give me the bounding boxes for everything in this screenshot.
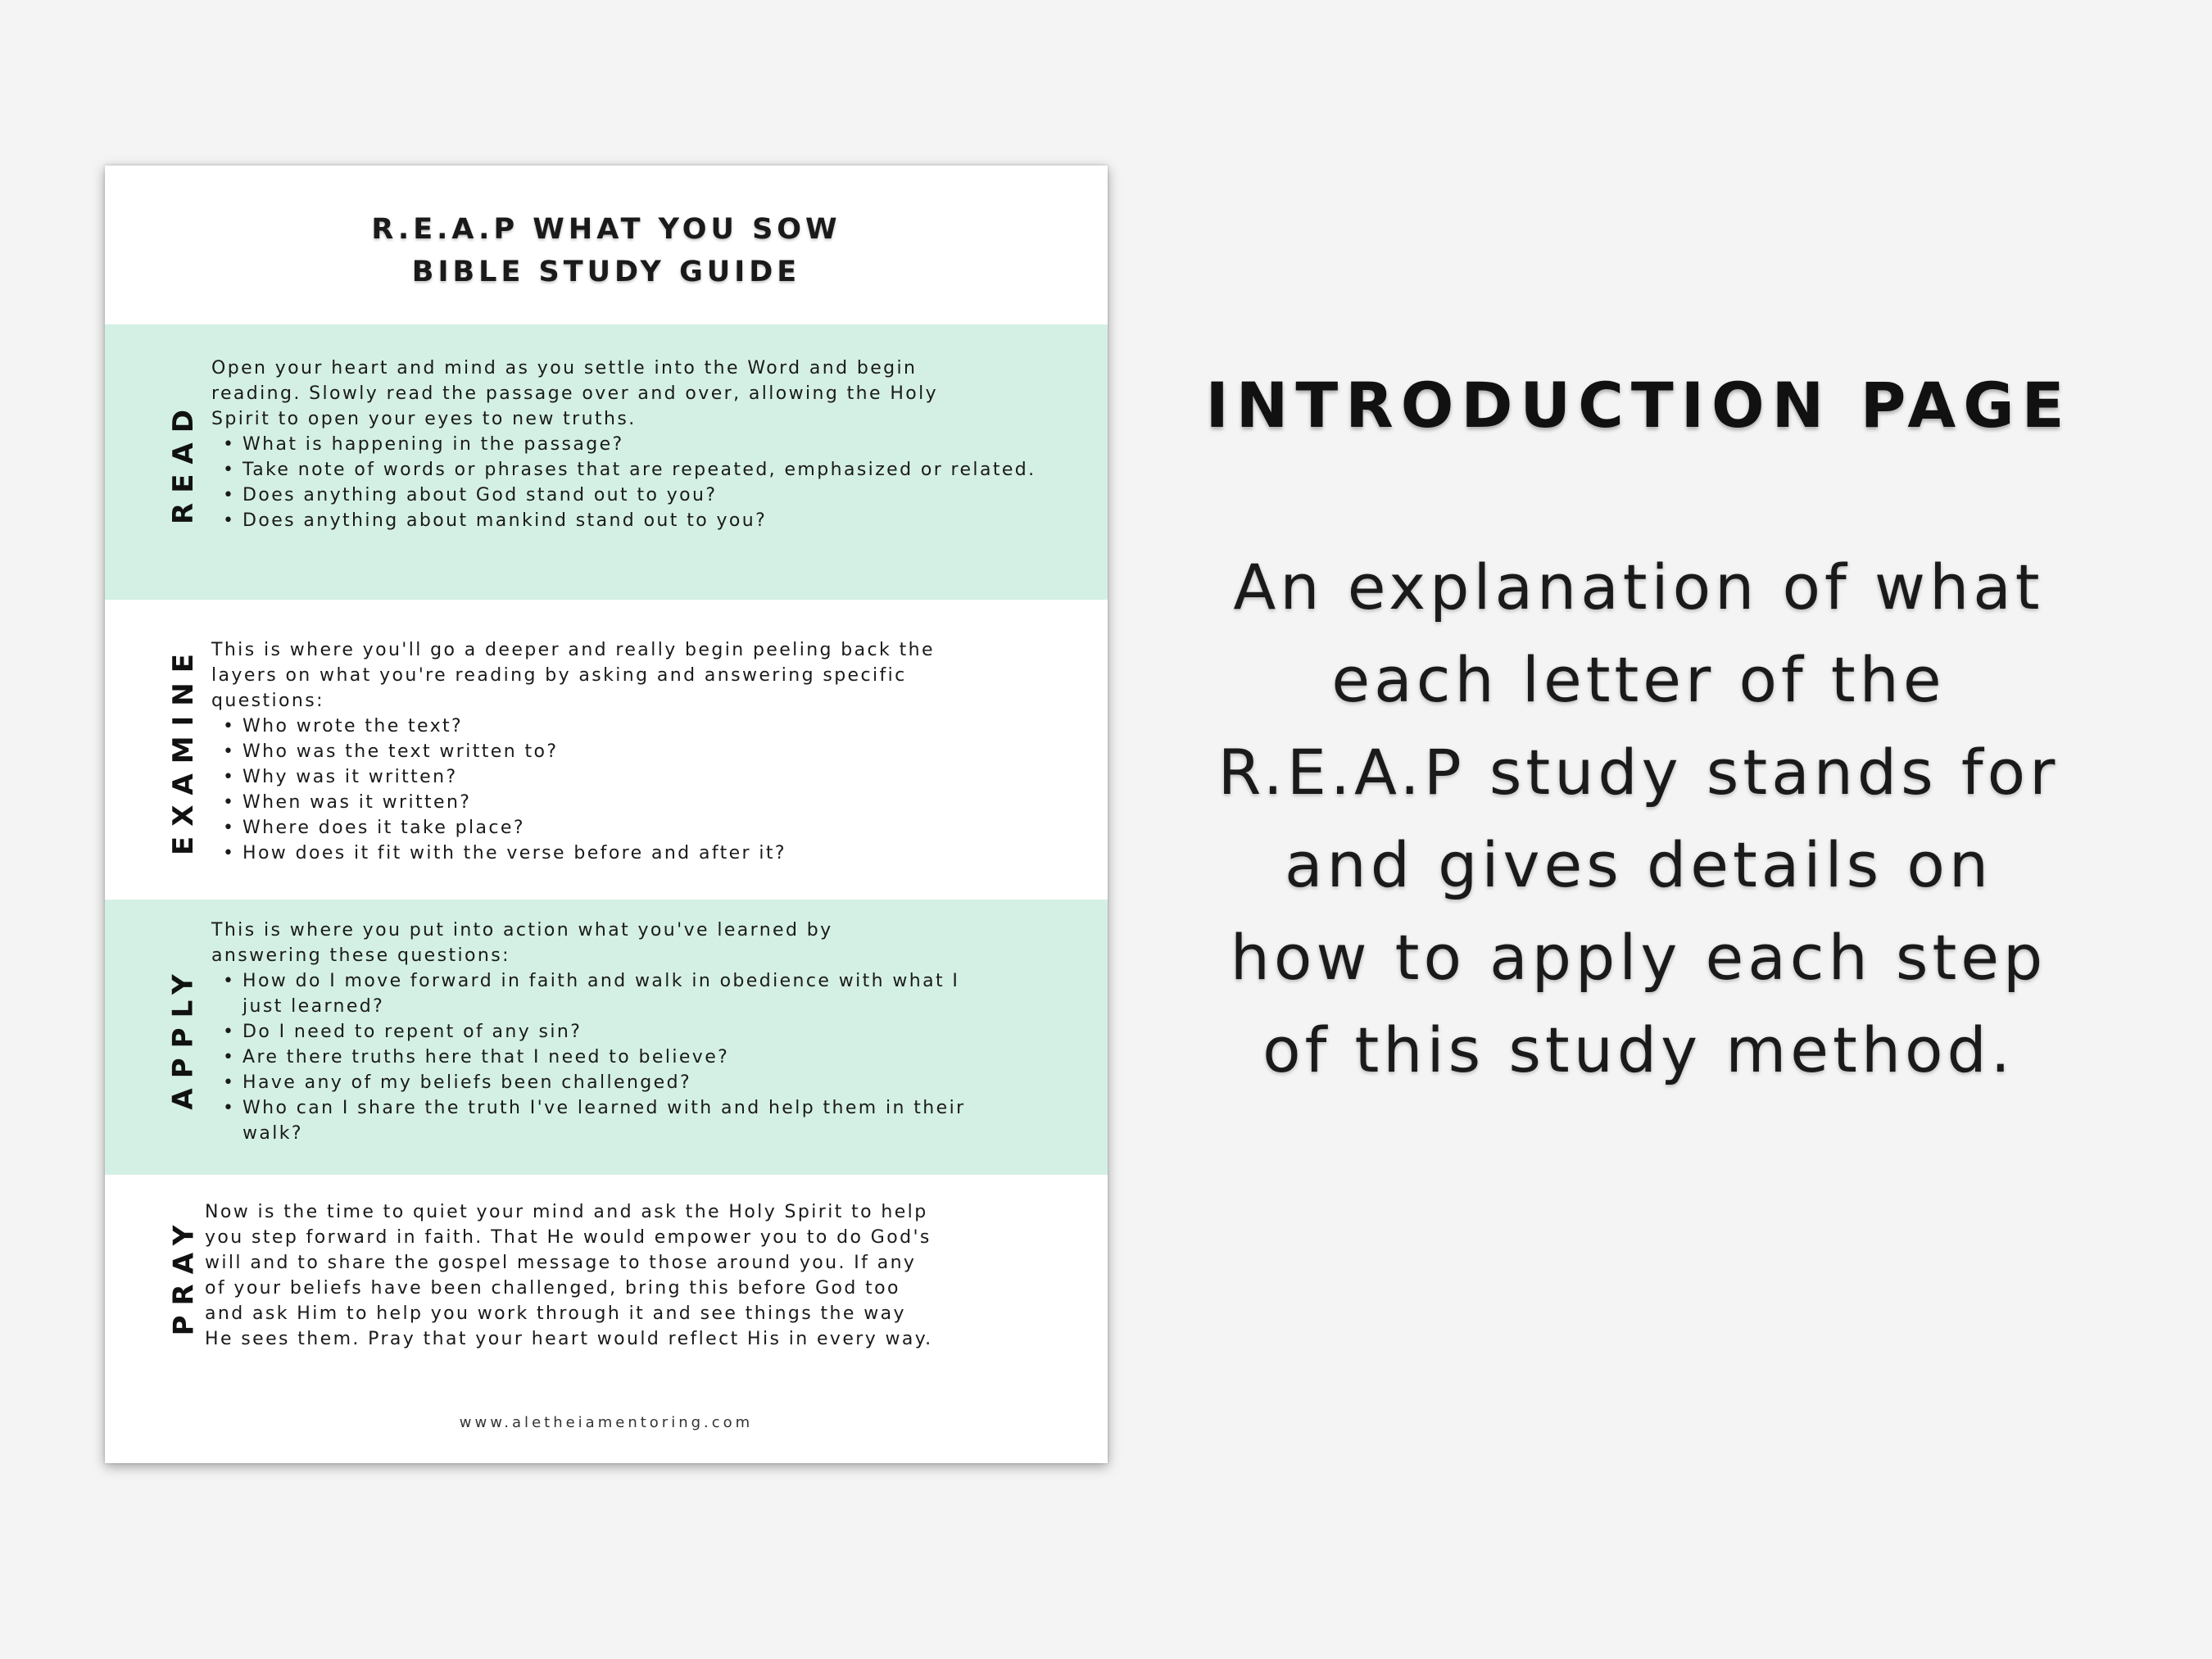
section-examine-body xyxy=(211,637,1088,866)
study-guide-page xyxy=(105,165,1108,1463)
section-examine xyxy=(105,600,1108,900)
section-read-bullets xyxy=(211,432,1088,533)
section-pray-line: you step forward in faith. That He would empower you to do God's xyxy=(205,1227,931,1248)
section-read-body xyxy=(211,356,1088,533)
section-read-label xyxy=(161,324,206,600)
page-title-line-2: BIBLE STUDY GUIDE xyxy=(411,256,801,288)
section-apply-line: This is where you put into action what you've learned by xyxy=(211,920,833,941)
section-pray-line: of your beliefs have been challenged, bring this before God too xyxy=(205,1278,900,1299)
description-line: and gives details on xyxy=(1284,828,1992,901)
section-examine-label-text: EXAMINE xyxy=(167,644,201,855)
section-pray-body xyxy=(205,1199,1081,1352)
section-pray-line: Now is the time to quiet your mind and ask the Holy Spirit to help xyxy=(205,1202,928,1222)
bullet-item: • When was it written? xyxy=(243,790,1088,815)
section-pray xyxy=(105,1175,1108,1445)
section-pray-line: and ask Him to help you work through it and see things the way xyxy=(205,1303,906,1324)
bullet-item: • Take note of words or phrases that are repeated, emphasized or related. xyxy=(243,457,1088,483)
section-apply-bullets xyxy=(211,968,1088,1146)
section-apply xyxy=(105,900,1108,1175)
description-line: R.E.A.P study stands for xyxy=(1217,736,2060,809)
section-examine-bullets xyxy=(211,714,1088,866)
bullet-item: • Who was the text written to? xyxy=(243,739,1088,764)
section-apply-body xyxy=(211,918,1088,1146)
description-line: An explanation of what xyxy=(1233,551,2044,623)
section-pray-label xyxy=(161,1175,206,1376)
page-title-line-1: R.E.A.P WHAT YOU SOW xyxy=(371,213,841,246)
bullet-item: • Why was it written? xyxy=(243,764,1088,790)
bullet-item: • Who can I share the truth I've learned with and help them in their walk? xyxy=(243,1095,990,1146)
section-examine-label xyxy=(161,600,206,900)
introduction-heading: INTRODUCTION PAGE xyxy=(1205,369,2072,442)
bullet-item: • How does it fit with the verse before and after it? xyxy=(243,841,1088,866)
bullet-item: • Where does it take place? xyxy=(243,815,1088,841)
bullet-item: • What is happening in the passage? xyxy=(243,432,1088,457)
section-read xyxy=(105,324,1108,600)
section-apply-label-text: APPLY xyxy=(167,964,201,1110)
bullet-item: • Who wrote the text? xyxy=(243,714,1088,739)
description-line: each letter of the xyxy=(1331,643,1946,716)
section-read-line: reading. Slowly read the passage over and over, allowing the Holy xyxy=(211,383,939,404)
section-pray-line: will and to share the gospel message to those around you. If any xyxy=(205,1253,917,1273)
bullet-item: • Are there truths here that I need to believe? xyxy=(243,1045,990,1070)
introduction-description xyxy=(1163,541,2114,1096)
bullet-item: • How do I move forward in faith and walk in obedience with what I just learned? xyxy=(243,968,990,1019)
section-read-line: Open your heart and mind as you settle into the Word and begin xyxy=(211,358,918,378)
description-line: of this study method. xyxy=(1262,1013,2015,1086)
bullet-item: • Does anything about God stand out to you? xyxy=(243,483,1088,508)
section-read-label-text: READ xyxy=(167,400,201,524)
section-apply-line: answering these questions: xyxy=(211,945,510,966)
section-pray-line: He sees them. Pray that your heart would reflect His in every way. xyxy=(205,1329,933,1349)
section-examine-line: This is where you'll go a deeper and really begin peeling back the xyxy=(211,640,935,660)
description-line: how to apply each step xyxy=(1230,921,2047,994)
section-examine-line: questions: xyxy=(211,691,324,711)
section-pray-label-text: PRAY xyxy=(167,1215,200,1336)
section-apply-label xyxy=(161,900,206,1175)
footer-url: www.aletheiamentoring.com xyxy=(459,1414,754,1431)
section-read-line: Spirit to open your eyes to new truths. xyxy=(211,409,637,429)
page-title xyxy=(105,208,1108,293)
bullet-item: • Does anything about mankind stand out to you? xyxy=(243,508,1088,533)
bullet-item: • Do I need to repent of any sin? xyxy=(243,1019,990,1045)
bullet-item: • Have any of my beliefs been challenged? xyxy=(243,1070,990,1095)
section-examine-line: layers on what you're reading by asking and answering specific xyxy=(211,665,907,686)
